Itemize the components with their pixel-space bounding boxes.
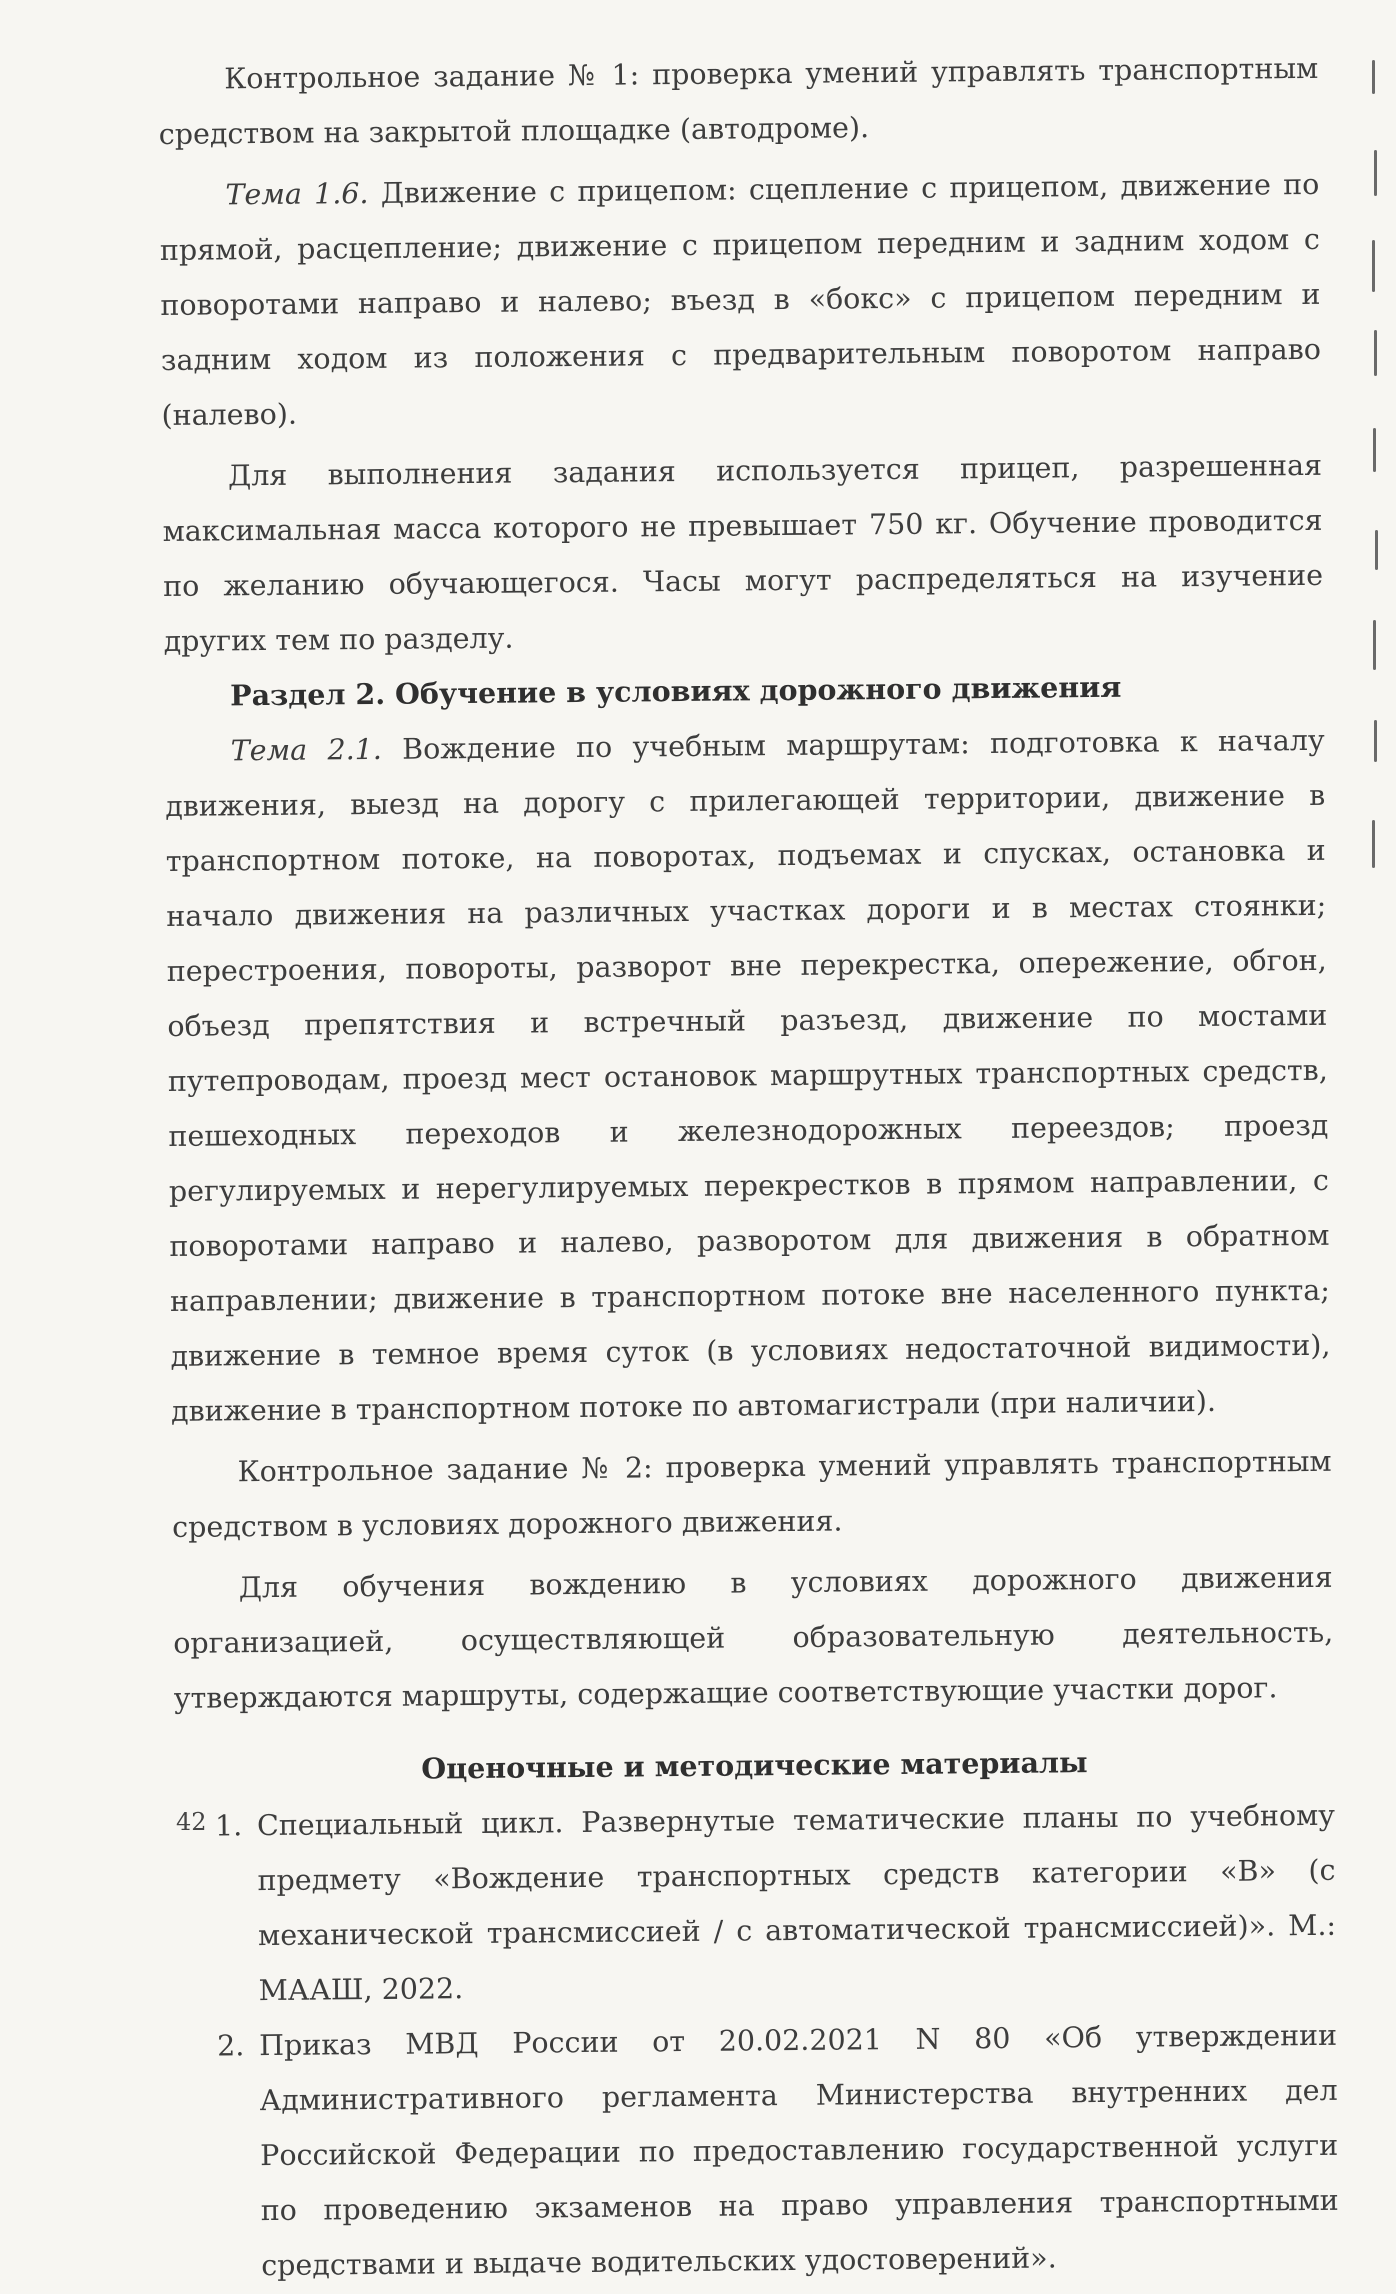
scan-edge-mark xyxy=(1373,428,1376,472)
list-item-text: Приказ МВД России от 20.02.2021 N 80 «Об утверждении Административного регламента Министерства внутренних дел Российской Федерации по предоставлению государственной услуги по проведению экзаменов на право управления транспортными средствами и выдаче водительских удостоверений». xyxy=(258,2018,1339,2283)
scan-edge-mark xyxy=(1372,820,1375,868)
scan-edge-mark xyxy=(1372,60,1375,94)
scan-edge-mark xyxy=(1374,330,1377,376)
list-item xyxy=(175,1788,1337,2019)
theme-1-6-text: Движение с прицепом: сцепление с прицепом, движение по прямой, расцепление; движение с прицепом передним и задним ходом с поворотами направо и налево; въезд в «бокс» с прицепом передним и задним ходом из положения с предварительным поворотом направо (налево). xyxy=(159,167,1322,432)
theme-2-1-label: Тема 2.1. xyxy=(230,732,383,768)
scan-edge-mark xyxy=(1375,530,1378,570)
list-item-number: 1. xyxy=(214,1809,243,1843)
trailer-note-paragraph: Для выполнения задания используется прицеп, разрешенная максимальная масса которого не превышает 750 кг. Обучение проводится по желанию обучающегося. Часы могут распределяться на изучение других тем по разделу. xyxy=(162,448,1324,658)
materials-list xyxy=(175,1788,1340,2294)
theme-1-6-paragraph xyxy=(159,157,1322,443)
document-body xyxy=(158,41,1339,2294)
theme-2-1-paragraph xyxy=(164,713,1331,1439)
routes-note-paragraph: Для обучения вождению в условиях дорожного движения организацией, осуществляющей образовательную деятельность, утверждаются маршруты, содержащие соответствующие участки дорог. xyxy=(173,1560,1334,1715)
scan-edge-mark xyxy=(1374,150,1377,196)
scan-edge-mark xyxy=(1372,240,1375,292)
materials-heading: Оценочные и методические материалы xyxy=(421,1745,1088,1786)
list-item-number: 2. xyxy=(216,2029,245,2063)
list-item-text: Специальный цикл. Развернутые тематические планы по учебному предмету «Вождение транспортных средств категории «В» (с механической трансмиссией / с автоматической трансмиссией)». М.: МААШ, 2022. xyxy=(256,1798,1337,2008)
scan-edge-mark xyxy=(1373,620,1376,670)
list-item xyxy=(177,2008,1340,2294)
scan-edge-mark xyxy=(1374,720,1377,762)
control-task-2-paragraph: Контрольное задание № 2: проверка умений управлять транспортным средством в условиях дорожного движения. xyxy=(172,1444,1332,1544)
section-2-heading: Раздел 2. Обучение в условиях дорожного движения xyxy=(230,669,1122,713)
theme-1-6-label: Тема 1.6. xyxy=(225,176,369,212)
page-number: 42 xyxy=(176,1808,207,1836)
theme-2-1-text: Вождение по учебным маршрутам: подготовка к началу движения, выезд на дорогу с прилегающей территории, движение в транспортном потоке, на поворотах, подъемах и спусках, остановка и начало движения на различных участках дороги и в местах стоянки; перестроения, повороты, разворот вне перекрестка, опережение, обгон, объезд препятствия и встречный разъезд, движение по мостами путепроводам, проезд мест остановок маршрутных транспортных средств, пешеходных переходов и железнодорожных переездов; проезд регулируемых и нерегулируемых перекрестков в прямом направлении, с поворотами направо и налево, разворотом для движения в обратном направлении; движение в транспортном потоке вне населенного пункта; движение в темное время суток (в условиях недостаточной видимости), движение в транспортном потоке по автомагистрали (при наличии). xyxy=(165,723,1331,1428)
control-task-1-paragraph: Контрольное задание № 1: проверка умений управлять транспортным средством на закрытой площадке (автодроме). xyxy=(158,51,1319,151)
